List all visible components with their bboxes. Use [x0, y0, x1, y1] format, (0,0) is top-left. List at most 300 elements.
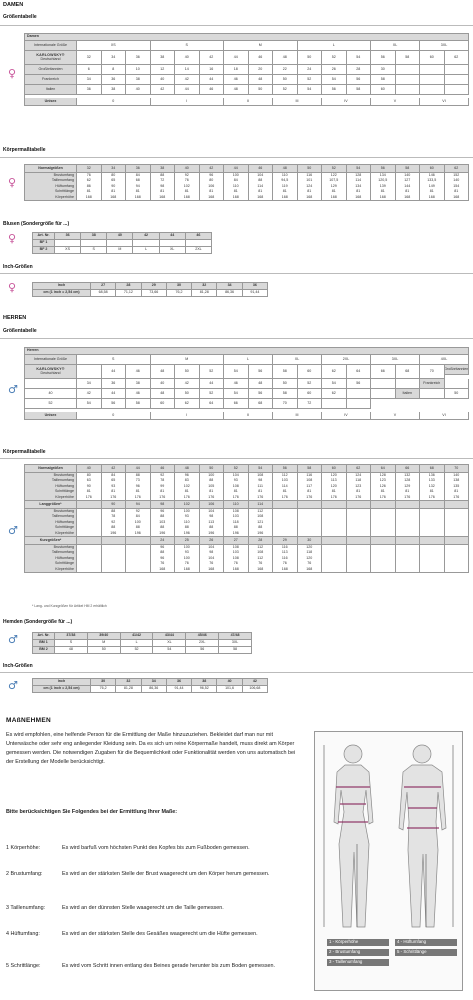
legend-item-5: 5 - Schrittlänge — [395, 949, 457, 956]
table-cell: 86,36 — [217, 290, 242, 297]
table-cell: 30 — [91, 679, 116, 686]
table-cell: 106 — [200, 501, 225, 509]
table-cell: 36 — [167, 679, 192, 686]
table-cell: 48 — [249, 75, 274, 85]
table-cell: 18 — [224, 65, 249, 75]
cell-value: 81 — [86, 189, 91, 194]
table-cell: 101,6 — [217, 686, 242, 693]
female-icon: ♀ — [8, 67, 17, 80]
cell-value: 103 — [232, 550, 239, 555]
table-cell — [396, 65, 421, 75]
legend-item-4: 4 - Hüftumfang — [395, 939, 457, 946]
table-cell — [445, 537, 470, 545]
row-label: Brustumfang — [53, 173, 74, 177]
table-cell — [445, 509, 470, 537]
table-cell: 68 — [420, 465, 445, 473]
table-cell: 50 — [298, 51, 323, 65]
table-cell: I — [151, 98, 225, 106]
cell-value: 136 — [428, 473, 435, 477]
cell-value: 108 — [232, 509, 239, 514]
table-cell: 36 — [243, 283, 268, 290]
table-cell: 34 — [77, 379, 102, 389]
cell-value: 76 — [160, 561, 165, 566]
table-cell: 22 — [273, 65, 298, 75]
table-cell: 42 — [77, 389, 102, 399]
cell-value: 81 — [331, 189, 336, 194]
table-cell: Art. Nr. — [33, 633, 55, 640]
table-cell: VI — [420, 412, 469, 420]
cell-value: 176 — [404, 494, 411, 499]
table-cell: 28 — [347, 65, 372, 75]
cell-value: 83 — [184, 478, 189, 483]
table-cell — [396, 501, 421, 509]
cell-value: 88 — [160, 525, 165, 530]
row-label-group — [25, 473, 77, 501]
table-cell: 62 — [322, 365, 347, 379]
table-cell: 34 — [77, 75, 102, 85]
table-cell: 54 — [224, 389, 249, 399]
measure-item — [6, 930, 306, 939]
cell-value: 76 — [209, 561, 214, 566]
cell-value: 176 — [257, 494, 264, 499]
table-cell: 43/44 — [153, 633, 186, 640]
row-label: Hüftumfang — [55, 183, 74, 188]
cell-value: 100 — [208, 473, 215, 477]
cell-value: 196 — [134, 530, 141, 535]
table-cell: III — [273, 412, 322, 420]
table-cell: 40 — [107, 233, 133, 240]
cell-value: 168 — [208, 194, 215, 199]
table-cell: 52 — [298, 75, 323, 85]
men-sizes-title: Größentabelle — [3, 328, 37, 334]
table-cell — [77, 173, 102, 201]
table-cell: 96,52 — [192, 686, 217, 693]
male-icon: ♂ — [8, 524, 18, 537]
cell-value: 102 — [183, 183, 190, 188]
table-cell: Unisex — [25, 412, 77, 420]
female-icon: ♀ — [8, 232, 17, 245]
table-cell: 42 — [102, 465, 127, 473]
table-cell: Kurzgrößen* — [25, 537, 77, 545]
cell-value: 84 — [111, 473, 116, 477]
table-cell: 26 — [200, 537, 225, 545]
cell-value: 114 — [355, 178, 362, 183]
cell-value: 88 — [233, 525, 238, 530]
cell-value: 114 — [257, 183, 264, 188]
table-cell — [396, 537, 421, 545]
table-cell: 44 — [126, 465, 151, 473]
table-cell: 58 — [273, 389, 298, 399]
row-label: Brustumfang — [53, 545, 74, 550]
table-cell — [371, 501, 396, 509]
table-cell: 42 — [200, 165, 225, 173]
table-cell: 3XL — [371, 355, 420, 365]
table-cell — [102, 509, 127, 537]
table-cell: 60 — [298, 365, 323, 379]
cell-value: 108 — [232, 545, 239, 550]
table-cell — [151, 545, 176, 573]
table-cell: 46 — [249, 51, 274, 65]
table-cell — [102, 473, 127, 501]
cell-value: 168 — [306, 566, 313, 571]
table-cell — [396, 379, 421, 389]
measure-item-key: 2 Brustumfang: — [6, 871, 43, 877]
table-cell: 76,2 — [91, 686, 116, 693]
table-cell: 52 — [298, 379, 323, 389]
table-cell: 72 — [298, 399, 323, 409]
table-cell: 58 — [396, 165, 421, 173]
table-cell: XS — [55, 247, 81, 254]
table-cell: 29 — [273, 537, 298, 545]
table-cell: 58 — [396, 51, 421, 65]
table-cell — [371, 389, 396, 399]
table-cell — [298, 473, 323, 501]
cell-value: 132 — [428, 483, 435, 488]
cell-value: 176 — [379, 494, 386, 499]
measure-item-key: 1 Körperhöhe: — [6, 845, 41, 851]
table-cell: 54 — [322, 379, 347, 389]
table-cell — [25, 51, 77, 65]
table-cell: 50 — [175, 365, 200, 379]
cell-value: 104 — [208, 555, 215, 560]
table-cell: 76,2 — [167, 290, 192, 297]
cell-value: 100 — [183, 545, 190, 550]
table-cell: 56 — [322, 85, 347, 95]
cell-value: 176 — [110, 494, 117, 499]
cell-value: 168 — [355, 194, 362, 199]
table-cell: 54 — [298, 85, 323, 95]
cell-value: 81 — [282, 189, 287, 194]
table-cell: 91,44 — [167, 686, 192, 693]
table-cell: cm (1 inch = 2,54 cm) — [33, 686, 91, 693]
table-cell — [371, 173, 396, 201]
cell-value: 176 — [208, 494, 215, 499]
table-cell: M — [107, 247, 133, 254]
table-cell: 12 — [151, 65, 176, 75]
table-cell — [126, 473, 151, 501]
cell-value: 133 — [428, 478, 435, 483]
table-cell — [77, 509, 102, 537]
cell-value: 120 — [330, 473, 337, 477]
women-inch-title: Inch-Größen — [3, 264, 33, 270]
table-cell: 44 — [160, 233, 186, 240]
table-cell — [175, 473, 200, 501]
table-cell: 30 — [298, 537, 323, 545]
table-cell: 42 — [175, 75, 200, 85]
table-cell — [420, 389, 445, 399]
table-cell — [322, 545, 347, 573]
table-cell: 60 — [322, 465, 347, 473]
table-cell: 81,28 — [116, 686, 141, 693]
table-cell: 16 — [200, 65, 225, 75]
cell-value: 168 — [208, 566, 215, 571]
table-cell: Herren — [25, 348, 469, 355]
cell-value: 100 — [183, 509, 190, 514]
legend-item-1: 1 - Körperhöhe — [327, 939, 389, 946]
table-cell: S — [151, 41, 225, 51]
table-cell — [126, 509, 151, 537]
table-cell: Italien — [25, 85, 77, 95]
cell-value: 117 — [306, 483, 313, 488]
legend-item-3: 3 - Taillenumfang — [327, 959, 389, 966]
cell-value: 81 — [356, 189, 361, 194]
table-cell: 52 — [322, 165, 347, 173]
cell-value: 116 — [281, 555, 288, 560]
cell-value: 90 — [86, 483, 91, 488]
table-cell — [200, 473, 225, 501]
table-cell — [175, 173, 200, 201]
table-cell: 58 — [371, 75, 396, 85]
table-cell: 54 — [347, 165, 372, 173]
table-cell — [133, 240, 159, 247]
table-cell: 44 — [224, 51, 249, 65]
row-label-group — [25, 173, 77, 201]
table-cell: 70 — [420, 365, 445, 379]
brand-logo: KARLOWSKY® — [36, 366, 65, 371]
table-cell — [420, 537, 445, 545]
cell-value: 118 — [232, 519, 239, 524]
table-cell: II — [224, 98, 273, 106]
table-cell: 38 — [151, 165, 176, 173]
men-size-table — [24, 347, 469, 420]
table-cell: 48 — [249, 379, 274, 389]
table-cell — [151, 509, 176, 537]
table-cell: 48 — [151, 365, 176, 379]
table-cell: I — [151, 412, 225, 420]
body-silhouettes — [315, 732, 462, 937]
table-cell — [151, 473, 176, 501]
table-cell — [445, 501, 470, 509]
cell-value: 140 — [453, 178, 460, 183]
row-label: Hüftumfang — [55, 555, 74, 560]
cell-value: 81 — [135, 489, 140, 494]
table-cell: III — [273, 98, 322, 106]
cell-value: 108 — [257, 550, 264, 555]
cell-value: 168 — [183, 194, 190, 199]
cell-value: 88 — [160, 514, 165, 519]
divider — [0, 338, 473, 339]
table-cell — [298, 545, 323, 573]
table-cell: 54 — [347, 51, 372, 65]
cell-value: 176 — [183, 494, 190, 499]
table-cell: 44 — [175, 85, 200, 95]
cell-value: 81 — [454, 189, 459, 194]
cell-value: 176 — [330, 494, 337, 499]
table-cell — [249, 473, 274, 501]
cell-value: 98 — [160, 183, 165, 188]
cell-value: 80 — [209, 178, 214, 183]
cell-value: 88 — [160, 173, 165, 177]
table-cell: BF 1 — [33, 240, 55, 247]
table-cell: 40 — [25, 389, 77, 399]
table-cell — [25, 365, 77, 379]
table-cell: 52 — [322, 51, 347, 65]
table-cell: 40 — [175, 165, 200, 173]
cell-value: 116 — [281, 545, 288, 550]
cell-value: 176 — [306, 494, 313, 499]
row-label: Brustumfang — [53, 473, 74, 477]
table-cell: 48 — [273, 165, 298, 173]
cell-value: 88 — [209, 478, 214, 483]
table-cell: Frankreich — [420, 379, 445, 389]
cell-value: 100 — [134, 519, 141, 524]
table-cell — [175, 509, 200, 537]
table-cell: 40 — [151, 75, 176, 85]
table-cell: 38 — [126, 379, 151, 389]
cell-value: 196 — [159, 530, 166, 535]
table-cell: 64 — [347, 365, 372, 379]
cell-value: 80 — [86, 473, 91, 477]
table-cell: 36 — [126, 51, 151, 65]
row-label: Körperhöhe — [55, 530, 74, 535]
cell-value: 120,5 — [378, 178, 388, 183]
cell-value: 110 — [183, 519, 190, 524]
measurement-figure — [314, 731, 463, 991]
cell-value: 196 — [232, 530, 239, 535]
divider — [0, 273, 473, 274]
table-cell: BM 2 — [33, 647, 55, 654]
table-cell: XL — [273, 355, 322, 365]
cell-value: 62 — [86, 178, 91, 183]
table-cell — [186, 240, 212, 247]
table-cell: 0 — [77, 98, 151, 106]
table-cell — [420, 509, 445, 537]
table-cell: 39/40 — [88, 633, 121, 640]
cell-value: 196 — [208, 530, 215, 535]
table-cell: 40 — [126, 85, 151, 95]
table-cell — [396, 545, 421, 573]
cell-value: 86 — [86, 183, 91, 188]
table-cell: 81,28 — [192, 290, 217, 297]
table-cell: 54 — [77, 399, 102, 409]
table-cell — [102, 537, 127, 545]
row-label-group — [25, 509, 77, 537]
row-label: Körperhöhe — [55, 494, 74, 499]
table-cell — [396, 75, 421, 85]
table-cell: 48 — [224, 85, 249, 95]
table-cell — [347, 501, 372, 509]
table-cell — [420, 65, 445, 75]
table-cell: 52 — [121, 647, 154, 654]
cell-value: 110 — [232, 183, 239, 188]
table-cell: 52 — [200, 365, 225, 379]
table-cell: 50 — [298, 165, 323, 173]
table-cell — [420, 473, 445, 501]
cell-value: 176 — [453, 494, 460, 499]
women-body-table — [24, 164, 469, 201]
table-cell — [420, 501, 445, 509]
cell-value: 114 — [281, 483, 288, 488]
cell-value: 196 — [183, 530, 190, 535]
table-cell: 41/42 — [121, 633, 154, 640]
cell-value: 149 — [428, 183, 435, 188]
table-cell: 3XL — [219, 640, 252, 647]
cell-value: 93 — [184, 550, 189, 555]
cell-value: 96 — [160, 545, 165, 550]
table-cell: L — [298, 41, 372, 51]
table-cell: 52 — [25, 399, 77, 409]
table-cell: 45/46 — [186, 633, 219, 640]
table-cell — [249, 173, 274, 201]
table-cell — [445, 65, 470, 75]
cell-value: 176 — [159, 494, 166, 499]
table-cell: 44 — [102, 389, 127, 399]
cell-value: 81 — [331, 489, 336, 494]
cell-value: 103 — [232, 514, 239, 519]
table-cell: 44 — [200, 75, 225, 85]
table-cell: 38 — [151, 51, 176, 65]
cell-value: 121 — [257, 519, 264, 524]
cell-value: 113 — [330, 478, 337, 483]
cell-value: 81 — [160, 189, 165, 194]
cell-value: 106 — [208, 183, 215, 188]
cell-value: 103 — [281, 478, 288, 483]
table-cell — [200, 545, 225, 573]
cell-value: 129 — [404, 483, 411, 488]
cell-value: 81 — [454, 489, 459, 494]
table-cell: 62 — [445, 165, 470, 173]
table-cell — [249, 545, 274, 573]
table-cell — [371, 379, 396, 389]
table-cell: S — [81, 247, 107, 254]
table-cell: 54 — [249, 465, 274, 473]
table-cell: 42 — [175, 379, 200, 389]
table-cell: 46 — [224, 75, 249, 85]
table-cell: 28 — [249, 537, 274, 545]
women-body-title: Körpermaßtabelle — [3, 147, 46, 153]
table-cell — [322, 501, 347, 509]
cell-value: 88 — [111, 509, 116, 514]
table-cell: 27 — [91, 283, 116, 290]
table-cell — [77, 365, 102, 379]
cell-value: 68 — [135, 178, 140, 183]
row-label: Hüftumfang — [55, 483, 74, 488]
table-cell: 26 — [322, 65, 347, 75]
cell-value: 88 — [135, 473, 140, 477]
cell-value: 88 — [135, 525, 140, 530]
table-cell: 36 — [102, 75, 127, 85]
women-size-table — [24, 33, 469, 106]
table-cell: 34 — [142, 679, 167, 686]
table-cell: 73,66 — [142, 290, 167, 297]
cell-value: 112 — [281, 473, 288, 477]
cell-value: 81 — [160, 489, 165, 494]
table-cell: 46 — [126, 365, 151, 379]
table-cell: 42 — [243, 679, 268, 686]
table-cell: 40 — [151, 379, 176, 389]
women-sizes-title: Größentabelle — [3, 14, 37, 20]
table-cell: 28 — [116, 283, 141, 290]
table-cell — [25, 379, 77, 389]
table-cell: 86,36 — [142, 686, 167, 693]
cell-value: 196 — [257, 530, 264, 535]
cell-value: 113 — [208, 519, 215, 524]
row-label: Schrittlänge — [55, 189, 74, 194]
row-label: Körperhöhe — [55, 566, 74, 571]
table-cell: 114 — [249, 501, 274, 509]
cell-value: 168 — [330, 194, 337, 199]
cell-value: 103 — [159, 519, 166, 524]
cell-value: 176 — [428, 494, 435, 499]
table-cell: 106,68 — [243, 686, 268, 693]
table-cell: 90 — [102, 501, 127, 509]
table-cell: 44 — [200, 379, 225, 389]
measure-item-text: Es wird an der stärksten Stelle der Brust waagerecht um den Körper herum gemessen. — [62, 871, 270, 877]
cell-value: 100 — [232, 173, 239, 177]
table-cell: Normalgrößen — [25, 165, 77, 173]
table-cell — [371, 509, 396, 537]
table-cell: 110 — [224, 501, 249, 509]
